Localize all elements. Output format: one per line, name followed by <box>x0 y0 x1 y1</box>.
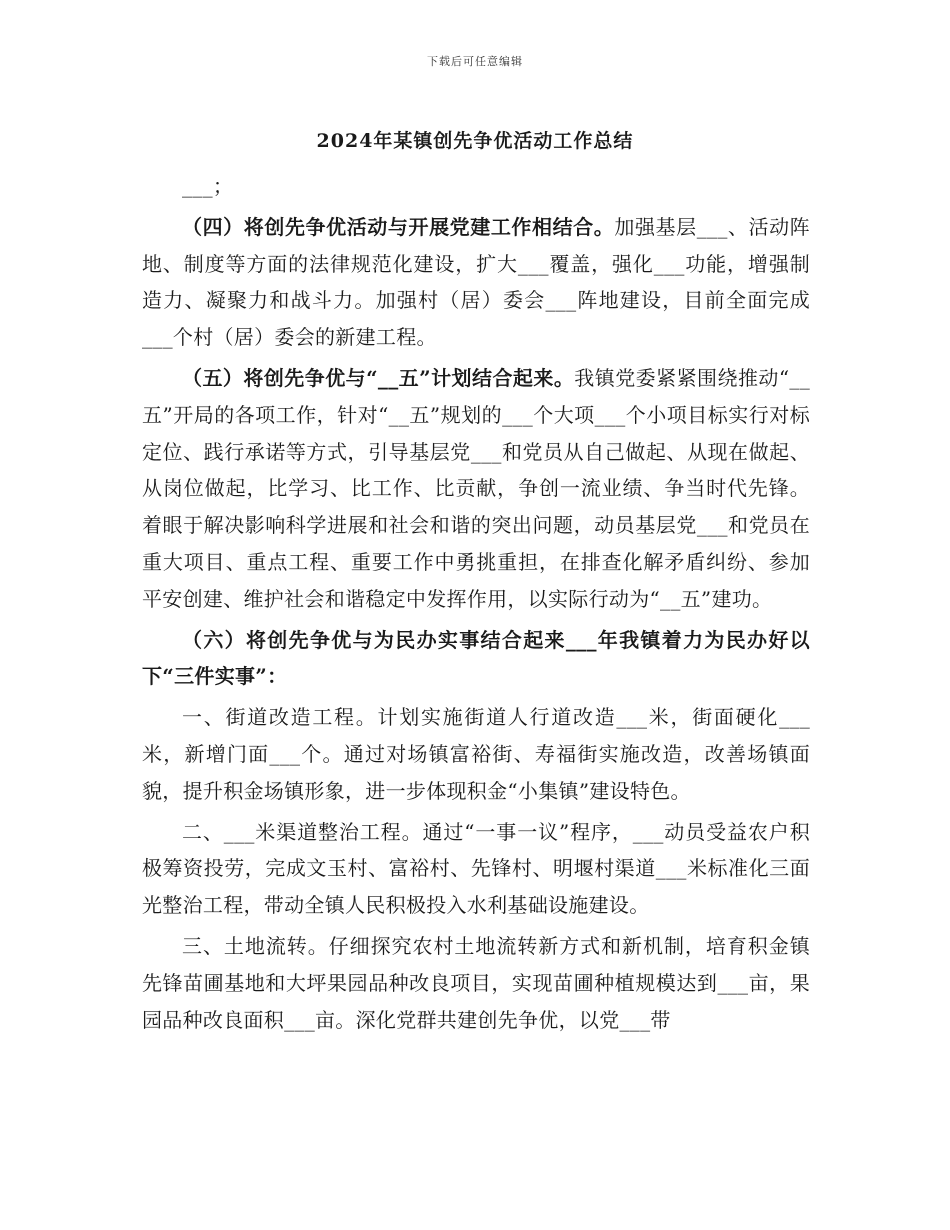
paragraph-lead: （四）将创先争优活动与开展党建工作相结合。 <box>182 214 615 239</box>
paragraph <box>142 814 810 924</box>
paragraph-text: 三、土地流转。仔细探究农村土地流转新方式和新机制，培育积金镇先锋苗圃基地和大坪果园品种改良项目，实现苗圃种植规模达到___亩，果园品种改良面积___亩。深化党群共建创先争优，以党___带 <box>142 933 810 1032</box>
paragraph <box>142 168 810 205</box>
paragraph-text: 我镇党委紧紧围绕推动“__五”开局的各项工作，针对“__五”规划的___个大项___个小项目标实行对标定位、践行承诺等方式，引导基层党___和党员从自己做起、从现在做起、从岗位做起，比学习、比工作、比贡献，争创一流业绩、争当时代先锋。着眼于解决影响科学进展和社会和谐的突出问题，动员基层党___和党员在重大项目、重点工程、重要工作中勇挑重担，在排查化解矛盾纠纷、参加平安创建、维护社会和谐稳定中发挥作用，以实际行动为“__五”建功。 <box>142 365 810 611</box>
page-header: 下载后可任意编辑 <box>427 55 523 68</box>
document-body <box>142 168 810 1042</box>
paragraph-lead: （五）将创先争优与“__五”计划结合起来。 <box>182 365 575 390</box>
paragraph <box>142 209 810 356</box>
paragraph-text: ___； <box>182 174 234 198</box>
paragraph-lead: （六）将创先争优与为民办实事结合起来___年我镇着力为民办好以下“三件实事”： <box>142 627 810 689</box>
paragraph-text: 二、___米渠道整治工程。通过“一事一议”程序，___动员受益农户积极筹资投劳，完成文玉村、富裕村、先锋村、明堰村渠道___米标准化三面光整治工程，带动全镇人民积极投入水利基础设施建设。 <box>142 819 810 918</box>
paragraph-text: 加强基层___、活动阵地、制度等方面的法律规范化建设，扩大___覆盖，强化___功能，增强制造力、凝聚力和战斗力。加强村（居）委会___阵地建设，目前全面完成___个村（居）委会的新建工程。 <box>142 214 810 350</box>
document-title: 2024年某镇创先争优活动工作总结 <box>316 130 634 152</box>
paragraph <box>142 928 810 1038</box>
paragraph <box>142 360 810 618</box>
paragraph-text: 一、街道改造工程。计划实施街道人行道改造___米，街面硬化___米，新增门面___个。通过对场镇富裕街、寿福街实施改造，改善场镇面貌，提升积金场镇形象，进一步体现积金“小集镇”建设特色。 <box>142 705 810 803</box>
paragraph <box>142 622 810 696</box>
paragraph <box>142 699 810 809</box>
